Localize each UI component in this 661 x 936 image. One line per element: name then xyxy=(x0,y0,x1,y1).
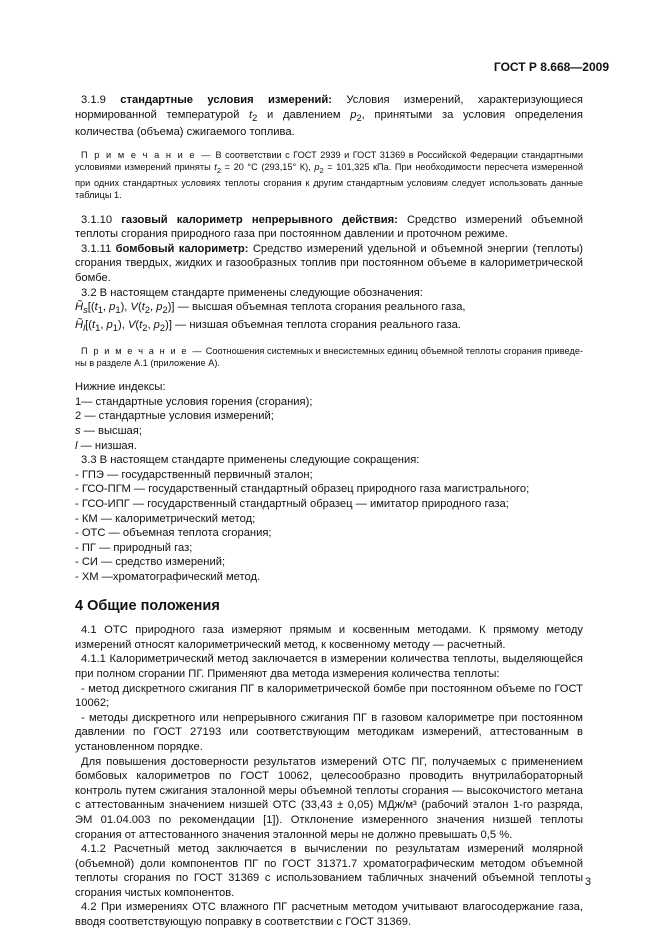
symbol-hs-definition: $H̃_s[(t_1$, $p_1$), $V(t_2$, $p_2$)] — высшая объемная теплота сгорания реального газа, xyxy=(75,301,466,316)
document-body xyxy=(75,93,583,930)
term-gas-calorimeter: газовый калориметр непрерывного действия: xyxy=(121,213,398,226)
subscript-item: s — высшая; xyxy=(75,425,142,438)
symbol-hl-definition: $H̃_l[(t_1$, $p_1$), $V(t_2$, $p_2$)] — низшая объемная теплота сгорания реального газа. xyxy=(75,319,461,334)
clause-3-2-intro: 3.2 В настоящем стандарте применены следующие обозначения: xyxy=(81,286,423,299)
term-standard-conditions: стандартные условия измерений: xyxy=(120,94,333,106)
note-standard-conditions: П р и м е ч а н и е — В соответствии с ГОСТ 2939 и ГОСТ 31369 в Российской Федерации стандартными условиями измерений приняты $t_2 = 20$ °С (293,15° К), $p_2 = 101,325$ кПа. При необходимости пересчета измеренной при одних стандартных условиях теплоты сгорания к другим стандартным условиям следует использовать данные таблицы 1. xyxy=(75,150,584,201)
clause-4-1-1: 4.1.1 Калориметрический метод заключается в измерении количества теплоты, выделяющейся при полном сгорании ПГ. Применяют два метода измерения количества теплоты: xyxy=(75,653,583,680)
clause-3-3-intro: 3.3 В настоящем стандарте применены следующие сокращения: xyxy=(81,454,420,467)
subscript-item: 2 — стандартные условия измерений; xyxy=(75,410,274,423)
clause-3-1-11: 3.1.11 бомбовый калориметр: Средство измерений удельной и объемной энергии (теплоты) сгорания твердых, жидких и газообразных топлив при постоянном объеме в калориметрической бомбе. xyxy=(75,242,583,285)
hl-symbol: H̃ xyxy=(75,319,84,332)
clause-4-1-2: 4.1.2 Расчетный метод заключается в вычислении по результатам измерений молярной (объемной) доли компонентов ПГ по ГОСТ 31371.7 хроматографическим методом объемной теплоты сгорания по ГОСТ 31369 с использованием табличных значений объемной теплоты сгорания чистых компонентов. xyxy=(75,843,583,899)
abbreviation-item: - ГСО-ПГМ — государственный стандартный образец природного газа магистрального; xyxy=(75,483,530,496)
document-header: ГОСТ Р 8.668—2009 xyxy=(493,60,609,74)
abbreviation-item: - ГПЭ — государственный первичный эталон; xyxy=(75,468,313,481)
note-units: П р и м е ч а н и е — Соотношения системных и внесистемных единиц объемной теплоты сгорания приведены в разделе А.1 (приложение А). xyxy=(75,345,583,369)
abbreviation-item: - ГСО-ИПГ — государственный стандартный образец — имитатор природного газа; xyxy=(75,498,509,511)
clause-4-1: 4.1 ОТС природного газа измеряют прямым и косвенным методами. К прямому методу измерений относят калориметрический метод, к косвенному методу — расчетный. xyxy=(75,624,583,651)
abbreviation-item: - ХМ —хроматографический метод. xyxy=(75,571,261,583)
method-item: - методы дискретного или непрерывного сжигания ПГ в газовом калориметре при постоянном давлении по ГОСТ 27193 или соответствующим методикам измерений, аттестованным в установленном порядке. xyxy=(75,711,583,753)
abbreviation-item: - ОТС — объемная теплота сгорания; xyxy=(75,527,272,540)
abbreviation-item: - СИ — средство измерений; xyxy=(75,556,226,569)
section-4-heading: 4 Общие положения xyxy=(75,597,220,614)
abbreviation-item: - КМ — калориметрический метод; xyxy=(75,512,256,525)
clause-3-1-9: 3.1.9 стандартные условия измерений: Условия измерений, характеризующиеся нормированной температурой $t_2$ и давлением $p_2$, принятыми за условия определения количества (объема) сжигаемого топлива. xyxy=(75,94,583,139)
page-number: 3 xyxy=(584,876,591,888)
term-bomb-calorimeter: бомбовый калориметр: xyxy=(115,242,249,255)
abbreviation-item: - ПГ — природный газ; xyxy=(75,541,193,554)
clause-4-2: 4.2 При измерениях ОТС влажного ПГ расчетным методом учитывают влагосодержание газа, вводя соответствующую поправку в соответствии с ГОСТ 31369. xyxy=(75,901,583,929)
hs-symbol: H̃ xyxy=(75,301,84,314)
subscripts-title: Нижние индексы: xyxy=(75,381,166,394)
subscript-item: l — низшая. xyxy=(75,439,137,452)
subscript-item: 1— стандартные условия горения (сгорания); xyxy=(75,395,313,408)
clause-3-1-10: 3.1.10 газовый калориметр непрерывного действия: Средство измерений объемной теплоты сгорания природного газа при постоянном давлении и проточном режиме. xyxy=(75,213,583,241)
paragraph-reliability: Для повышения достоверности результатов измерений ОТС ПГ, получаемых с применением бомбовых калориметров по ГОСТ 10062, целесообразно проводить внутрилабораторный контроль путем сжигания эталонной меры объемной теплоты сгорания — высокочистого метана с аттестованным значением низшей ОТС (33,43 ± 0,05) МДж/м³ (рабочий эталон 1-го разряда, ЭМ 01.04.003 по рекомендации [1]). Отклонение измеренного значения низшей теплоты сгорания от аттестованного значения эталонной меры не должно превышать 0,5 %. xyxy=(75,755,583,841)
method-item: - метод дискретного сжигания ПГ в калориметрической бомбе при постоянном объеме по ГОСТ 10062; xyxy=(75,682,583,710)
